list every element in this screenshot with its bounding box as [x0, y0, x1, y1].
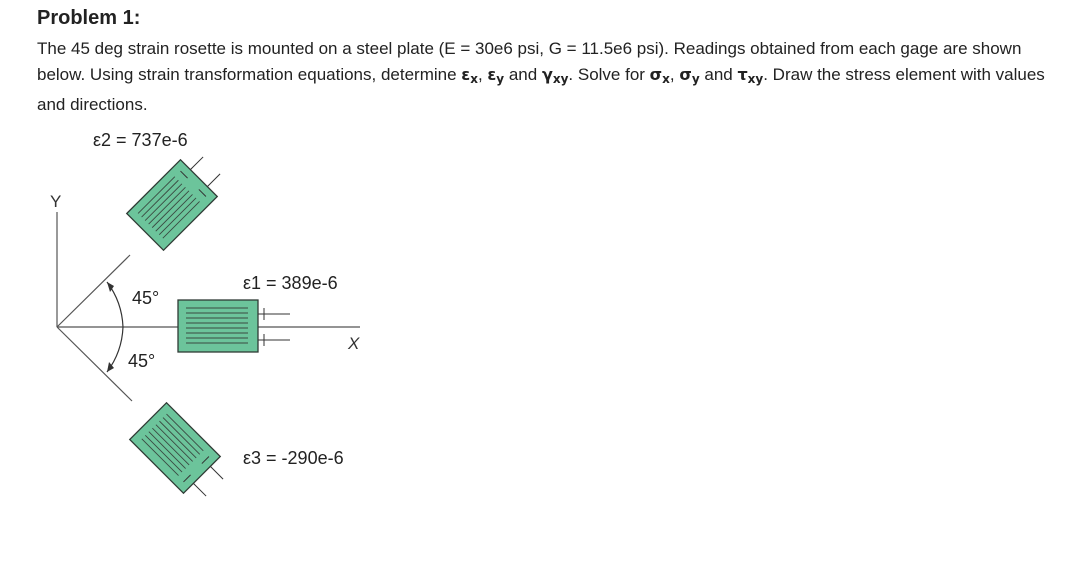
gamma-xy-symbol: $\gamma_{xy}$: [541, 65, 569, 86]
gage-3-lower: [130, 403, 233, 506]
gage-2-upper: [127, 147, 230, 250]
gage-2-body: [127, 160, 218, 251]
gage-2-strain-label: ε2 = 737e-6: [93, 130, 188, 150]
problem-statement: The 45 deg strain rosette is mounted on a steel plate (E = 30e6 psi, G = 11.5e6 psi). Readings obtained from each gage are shown below. Using strain transformation equations, determine $\varepsilon_x$, $\varepsilon_y$ and $\gamma_{xy}$. Solve for $\sigma_x$, $\sigma_y$ and $\tau_{xy}$. Draw the stress element with values and directions.: [37, 39, 1045, 114]
lower-45-line: [57, 327, 132, 401]
y-axis-label: Y: [50, 192, 62, 211]
lower-angle-label: 45°: [128, 351, 156, 371]
gage-1-strain-label: ε1 = 389e-6: [243, 273, 338, 293]
epsilon-x-symbol: $\varepsilon_x$: [461, 65, 478, 86]
gage-3-body: [130, 403, 221, 494]
upper-45-line: [57, 255, 130, 327]
upper-angle-label: 45°: [132, 288, 160, 308]
sigma-y-symbol: $\sigma_y$: [679, 65, 700, 86]
epsilon-y-symbol: $\varepsilon_y$: [487, 65, 505, 86]
gage-3-strain-label: ε3 = -290e-6: [243, 448, 344, 468]
x-axis-label: X: [348, 334, 360, 353]
gage-1-horizontal: [178, 300, 290, 352]
problem-title: Problem 1:: [37, 7, 141, 29]
sigma-x-symbol: $\sigma_x$: [649, 65, 670, 86]
tau-xy-symbol: $\tau_{xy}$: [737, 65, 764, 86]
